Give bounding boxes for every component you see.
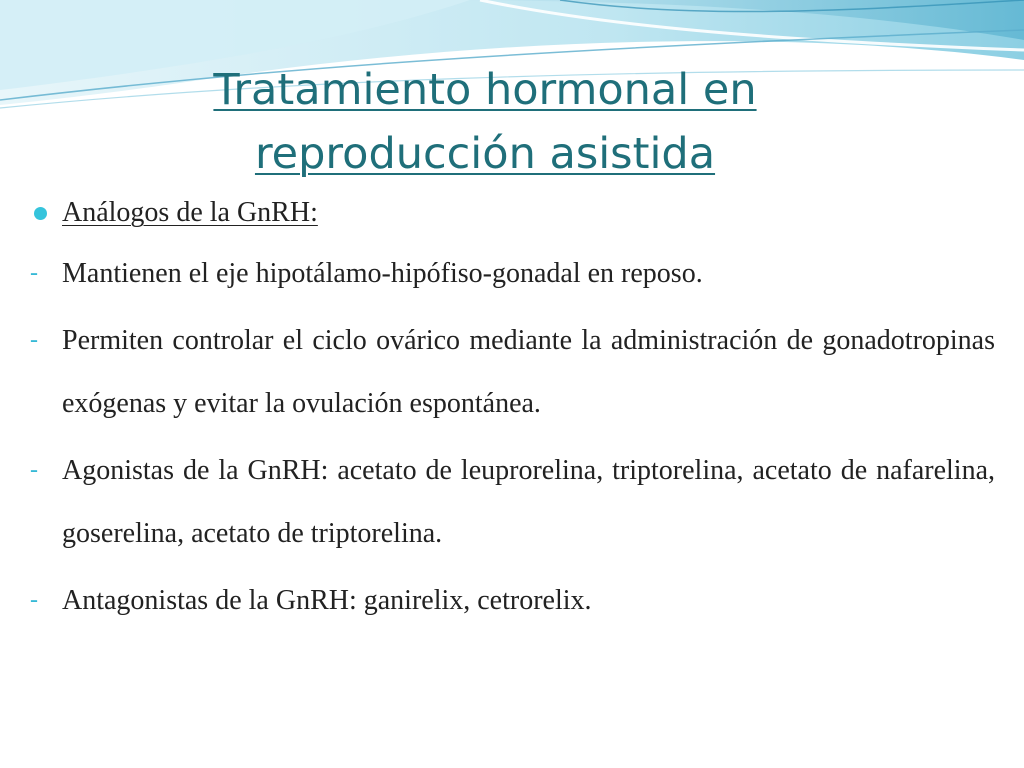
- dash-marker: -: [30, 587, 38, 613]
- heading-text: Análogos de la GnRH:: [62, 197, 318, 228]
- list-item: [30, 439, 995, 565]
- slide-content: [30, 188, 995, 632]
- title-line-2: reproducción asistida: [254, 129, 716, 179]
- list-item: [30, 242, 995, 305]
- list-item-text: Permiten controlar el ciclo ovárico mediante la administración de gonadotropinas exógenas y evitar la ovulación espontánea.: [62, 325, 995, 419]
- dash-marker: -: [30, 327, 38, 353]
- list-item-text: Mantienen el eje hipotálamo-hipófiso-gonadal en reposo.: [62, 258, 703, 289]
- list-item-text: Agonistas de la GnRH: acetato de leuprorelina, triptorelina, acetato de nafarelina, goserelina, acetato de triptorelina.: [62, 455, 995, 549]
- title-line-1: Tratamiento hormonal en: [213, 65, 757, 115]
- bullet-dot-icon: [34, 207, 47, 220]
- dash-marker: -: [30, 457, 38, 483]
- list-item: [30, 569, 995, 632]
- list-item-text: Antagonistas de la GnRH: ganirelix, cetrorelix.: [62, 585, 592, 616]
- list-item: [30, 309, 995, 435]
- slide-title: [120, 58, 850, 186]
- dash-marker: -: [30, 260, 38, 286]
- bullet-heading: [30, 188, 995, 238]
